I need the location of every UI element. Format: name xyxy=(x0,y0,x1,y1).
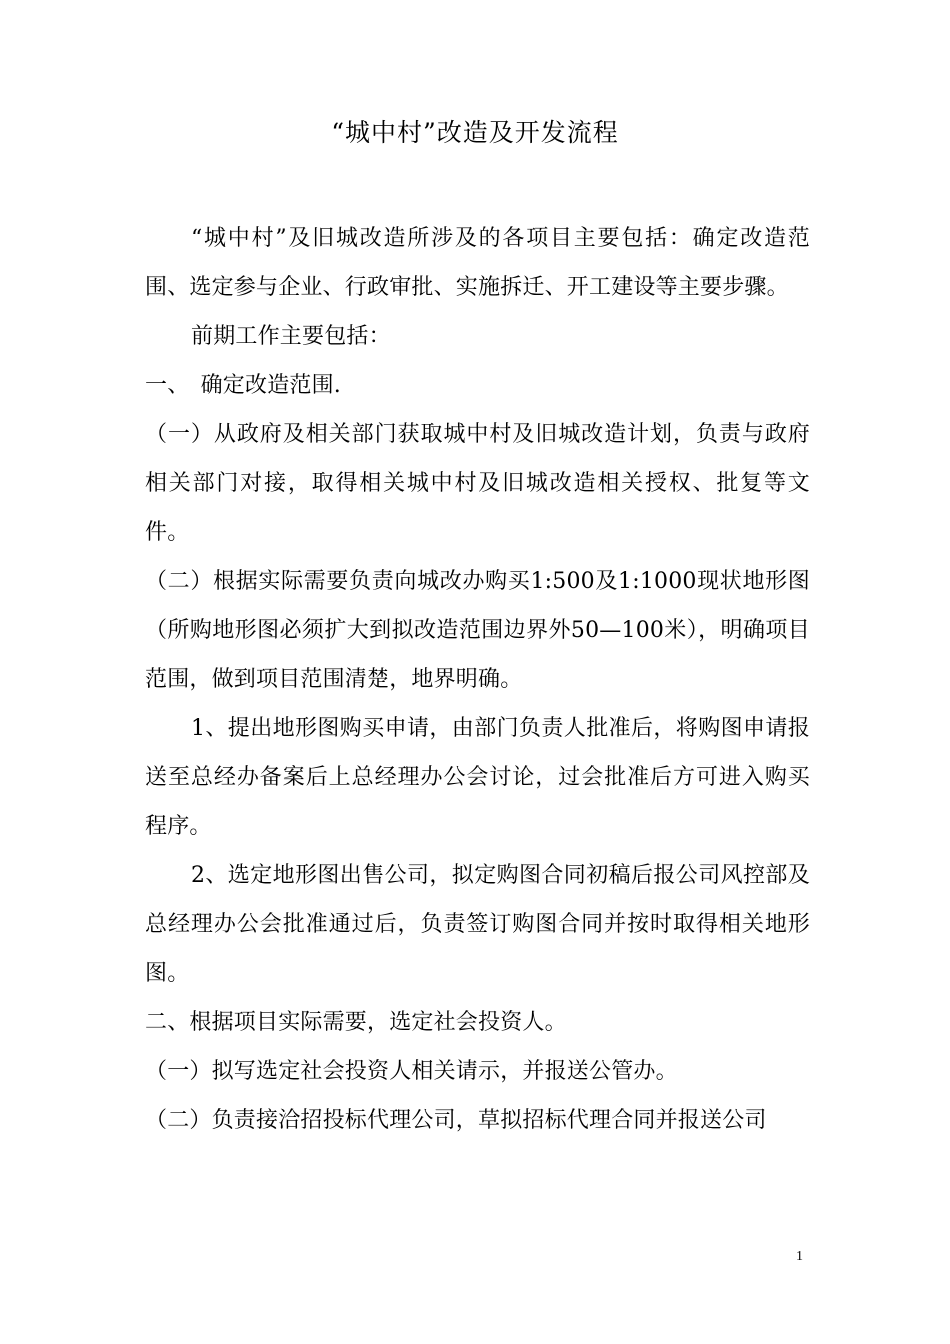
paragraph-intro: “城中村”及旧城改造所涉及的各项目主要包括：确定改造范围、选定参与企业、行政审批、实施拆迁、开工建设等主要步骤。 xyxy=(145,226,810,300)
subsection-1-2: （二）根据实际需要负责向城改办购买1:500及1:1000现状地形图（所购地形图必须扩大到拟改造范围边界外50—100米），明确项目范围，做到项目范围清楚，地界明确。 xyxy=(145,569,810,692)
subsection-1-1: （一）从政府及相关部门获取城中村及旧城改造计划，负责与政府相关部门对接，取得相关城中村及旧城改造相关授权、批复等文件。 xyxy=(145,422,810,545)
paragraph-preliminary-work: 前期工作主要包括： xyxy=(191,324,391,349)
document-body xyxy=(145,214,810,1145)
section-heading-1: 一、 确定改造范围. xyxy=(145,373,341,398)
page-number: 1 xyxy=(796,1249,803,1264)
subsection-2-2: （二）负责接洽招投标代理公司，草拟招标代理合同并报送公司 xyxy=(145,1108,767,1133)
list-item-1: 1、提出地形图购买申请，由部门负责人批准后，将购图申请报送至总经办备案后上总经理办公会讨论，过会批准后方可进入购买程序。 xyxy=(145,716,810,839)
list-item-2: 2、选定地形图出售公司，拟定购图合同初稿后报公司风控部及总经理办公会批准通过后，负责签订购图合同并按时取得相关地形图。 xyxy=(145,863,810,986)
section-heading-2: 二、根据项目实际需要，选定社会投资人。 xyxy=(145,1010,567,1035)
subsection-2-1: （一）拟写选定社会投资人相关请示，并报送公管办。 xyxy=(145,1059,678,1084)
document-title: “城中村”改造及开发流程 xyxy=(331,118,619,147)
